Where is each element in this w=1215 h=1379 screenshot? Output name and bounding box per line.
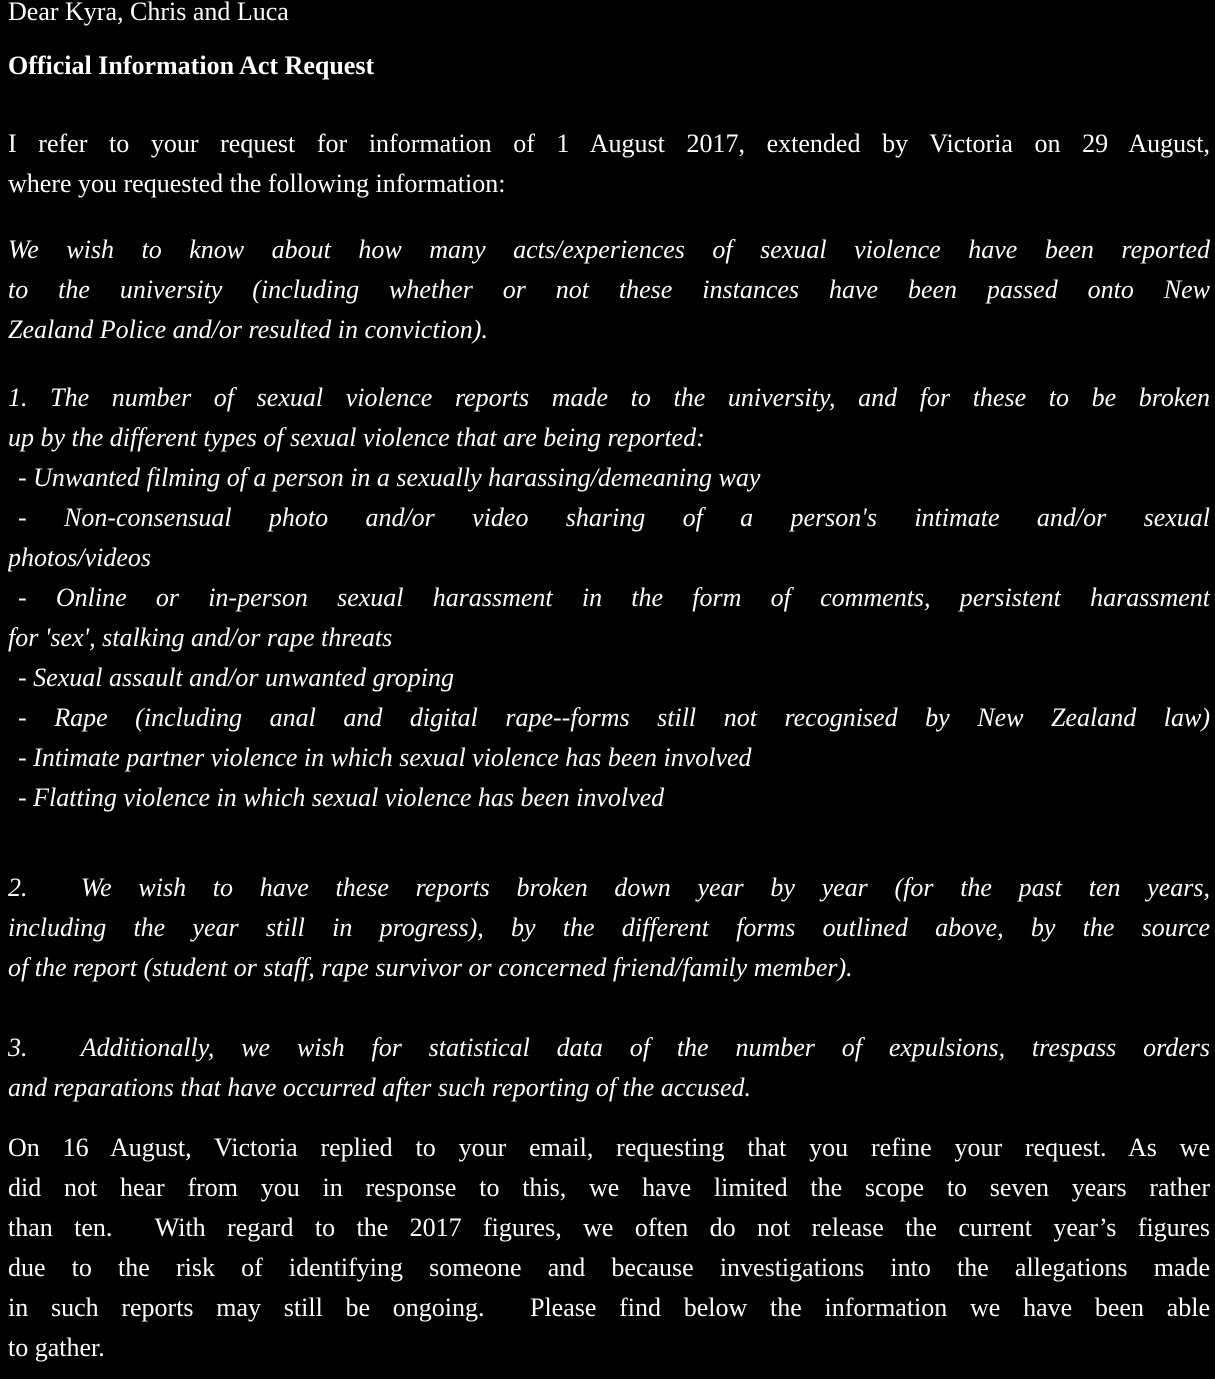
request-item-line: up by the different types of sexual violence that are being reported: bbox=[8, 423, 705, 452]
request-item-3 bbox=[8, 1028, 1210, 1108]
bullet-line: - Flatting violence in which sexual violence has been involved bbox=[18, 783, 665, 812]
bullet-line: - Unwanted filming of a person in a sexually harassing/demeaning way bbox=[18, 463, 761, 492]
request-item-2 bbox=[8, 868, 1210, 988]
request-item-line: including the year still in progress), by the different forms outlined above, by the source bbox=[8, 913, 1210, 942]
letter-heading: Official Information Act Request bbox=[8, 51, 375, 80]
request-item-line: and reparations that have occurred after such reporting of the accused. bbox=[8, 1073, 752, 1102]
quoted-request-line: Zealand Police and/or resulted in conviction). bbox=[8, 315, 488, 344]
bullet-line: - Intimate partner violence in which sexual violence has been involved bbox=[18, 743, 752, 772]
bullet-continuation-line: for 'sex', stalking and/or rape threats bbox=[8, 623, 393, 652]
quoted-request-paragraph bbox=[8, 230, 1210, 350]
request-item-line: 1. The number of sexual violence reports made to the university, and for these to be broken bbox=[8, 383, 1210, 412]
intro-paragraph bbox=[8, 124, 1210, 204]
request-item-1 bbox=[8, 378, 1210, 818]
closing-line: did not hear from you in response to this, we have limited the scope to seven years rather bbox=[8, 1173, 1210, 1202]
quoted-request-line: to the university (including whether or not these instances have been passed onto New bbox=[8, 275, 1210, 304]
request-item-line: 2. We wish to have these reports broken down year by year (for the past ten years, bbox=[8, 873, 1210, 902]
closing-line: On 16 August, Victoria replied to your email, requesting that you refine your request. As we bbox=[8, 1133, 1210, 1162]
intro-line: where you requested the following information: bbox=[8, 169, 506, 198]
bullet-line: - Online or in-person sexual harassment in the form of comments, persistent harassment bbox=[18, 583, 1210, 612]
request-item-line: of the report (student or staff, rape survivor or concerned friend/family member). bbox=[8, 953, 853, 982]
quoted-request-line: We wish to know about how many acts/experiences of sexual violence have been reported bbox=[8, 235, 1210, 264]
closing-line: to gather. bbox=[8, 1333, 105, 1362]
bullet-line: - Rape (including anal and digital rape--forms still not recognised by New Zealand law) bbox=[18, 703, 1210, 732]
salutation-line: Dear Kyra, Chris and Luca bbox=[8, 0, 289, 26]
bullet-line: - Sexual assault and/or unwanted groping bbox=[18, 663, 454, 692]
bullet-continuation-line: photos/videos bbox=[8, 543, 151, 572]
request-item-line: 3. Additionally, we wish for statistical data of the number of expulsions, trespass orders bbox=[8, 1033, 1210, 1062]
closing-line: than ten. With regard to the 2017 figures, we often do not release the current year’s figures bbox=[8, 1213, 1210, 1242]
closing-paragraph bbox=[8, 1128, 1210, 1368]
intro-line: I refer to your request for information of 1 August 2017, extended by Victoria on 29 August, bbox=[8, 129, 1210, 158]
bullet-line: - Non-consensual photo and/or video sharing of a person's intimate and/or sexual bbox=[18, 503, 1210, 532]
closing-line: due to the risk of identifying someone and because investigations into the allegations made bbox=[8, 1253, 1210, 1282]
closing-line: in such reports may still be ongoing. Please find below the information we have been able bbox=[8, 1293, 1210, 1322]
